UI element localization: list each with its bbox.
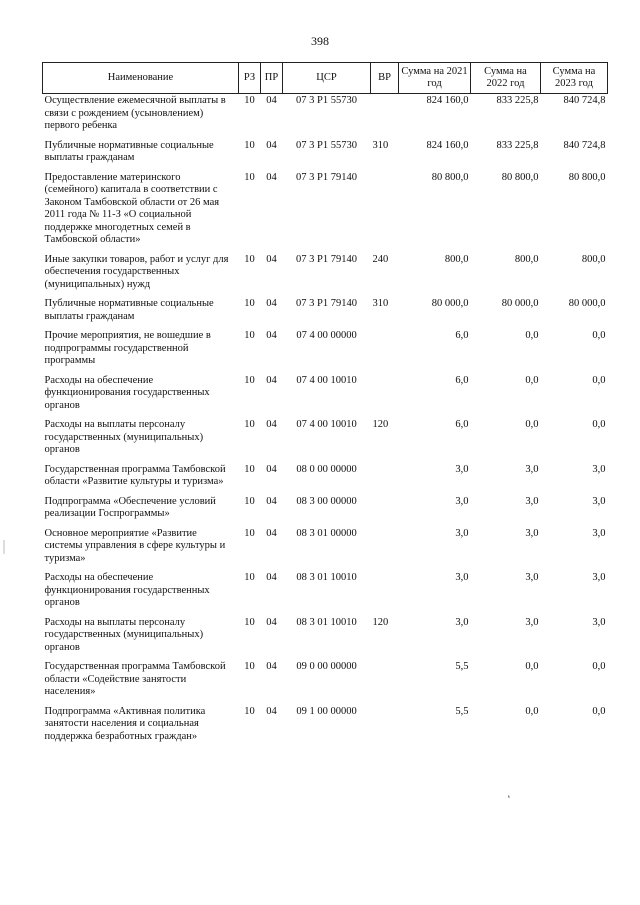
scan-artifact [3, 540, 5, 554]
cell-vr: 120 [372, 616, 389, 628]
table-row [43, 94, 608, 139]
cell-rz: 10 [244, 495, 255, 507]
cell-csr: 08 3 01 10010 [296, 572, 357, 583]
cell-sum-2022: 3,0 [525, 572, 539, 583]
cell-rz: 10 [244, 705, 255, 717]
cell-name: Расходы на выплаты персоналу государственных (муниципальных) органов [44, 419, 204, 455]
header-csr: ЦСР [283, 63, 371, 94]
cell-sum-2022: 0,0 [525, 705, 539, 717]
cell-sum-2022: 0,0 [525, 661, 539, 672]
cell-sum-2022: 3,0 [525, 616, 539, 628]
cell-sum-2021: 824 160,0 [426, 139, 469, 151]
cell-sum-2023: 0,0 [592, 661, 606, 672]
cell-pr: 04 [266, 139, 277, 151]
table-row [43, 418, 608, 463]
cell-sum-2021: 6,0 [455, 419, 469, 430]
header-pr: ПР [261, 63, 283, 94]
cell-csr: 08 3 00 00000 [296, 495, 357, 507]
cell-vr [371, 495, 399, 527]
cell-rz: 10 [244, 139, 255, 151]
cell-pr: 04 [266, 330, 277, 341]
cell-pr: 04 [266, 298, 277, 309]
cell-sum-2022: 80 800,0 [501, 171, 539, 183]
cell-name: Расходы на выплаты персоналу государственных (муниципальных) органов [44, 616, 204, 653]
header-sum-2023: Сумма на 2023 год [541, 63, 608, 94]
cell-sum-2022: 3,0 [525, 495, 539, 507]
cell-sum-2023: 3,0 [592, 527, 606, 539]
cell-name: Расходы на обеспечение функционирования государственных органов [44, 572, 210, 608]
cell-sum-2021: 800,0 [444, 253, 469, 265]
cell-pr: 04 [266, 705, 277, 717]
cell-csr: 07 3 P1 55730 [296, 95, 357, 106]
header-rz: РЗ [239, 63, 261, 94]
cell-sum-2023: 0,0 [592, 705, 606, 717]
cell-rz: 10 [244, 572, 255, 583]
cell-csr: 09 0 00 00000 [296, 661, 357, 672]
cell-pr: 04 [266, 374, 277, 386]
cell-sum-2023: 80 000,0 [568, 298, 606, 309]
cell-sum-2021: 6,0 [455, 374, 469, 386]
cell-rz: 10 [244, 419, 255, 430]
cell-sum-2021: 824 160,0 [426, 95, 469, 106]
header-name: Наименование [43, 63, 239, 94]
cell-csr: 07 4 00 10010 [296, 374, 357, 386]
cell-sum-2022: 3,0 [525, 527, 539, 539]
header-sum-2021: Сумма на 2021 год [399, 63, 471, 94]
header-sum-2022: Сумма на 2022 год [471, 63, 541, 94]
header-vr: ВР [371, 63, 399, 94]
budget-table [42, 62, 608, 749]
cell-sum-2023: 80 800,0 [568, 171, 606, 183]
table-row [43, 463, 608, 495]
cell-pr: 04 [266, 616, 277, 628]
cell-sum-2022: 833 225,8 [496, 95, 539, 106]
cell-rz: 10 [244, 253, 255, 265]
cell-sum-2022: 0,0 [525, 330, 539, 341]
cell-rz: 10 [244, 298, 255, 309]
cell-pr: 04 [266, 495, 277, 507]
cell-rz: 10 [244, 330, 255, 341]
cell-rz: 10 [244, 463, 255, 475]
table-row [43, 171, 608, 253]
cell-sum-2021: 3,0 [455, 495, 469, 507]
cell-csr: 07 3 P1 79140 [296, 298, 357, 309]
table-row [43, 139, 608, 171]
cell-rz: 10 [244, 661, 255, 672]
cell-csr: 08 3 01 00000 [296, 527, 357, 539]
table-row [43, 253, 608, 298]
cell-rz: 10 [244, 374, 255, 386]
cell-sum-2023: 3,0 [592, 616, 606, 628]
cell-vr [371, 571, 399, 616]
cell-name: Осуществление ежемесячной выплаты в связи с рождением (усыновлением) первого ребенка [44, 95, 226, 131]
table-row [43, 495, 608, 527]
cell-sum-2021: 6,0 [455, 330, 469, 341]
cell-pr: 04 [266, 171, 277, 183]
cell-vr [371, 660, 399, 705]
cell-sum-2022: 833 225,8 [496, 139, 539, 151]
cell-vr [371, 705, 399, 750]
table-row [43, 297, 608, 329]
cell-vr [371, 527, 399, 572]
cell-rz: 10 [244, 171, 255, 183]
cell-vr: 310 [372, 298, 389, 309]
cell-sum-2021: 3,0 [455, 463, 469, 475]
cell-csr: 08 3 01 10010 [296, 616, 357, 628]
cell-name: Публичные нормативные социальные выплаты гражданам [44, 139, 214, 163]
cell-name: Иные закупки товаров, работ и услуг для обеспечения государственных (муниципальных) нужд [44, 253, 229, 290]
table-row [43, 616, 608, 661]
cell-sum-2022: 0,0 [525, 374, 539, 386]
cell-pr: 04 [266, 661, 277, 672]
cell-pr: 04 [266, 527, 277, 539]
cell-sum-2023: 800,0 [581, 253, 606, 265]
table-row [43, 527, 608, 572]
cell-vr [371, 374, 399, 419]
cell-sum-2022: 3,0 [525, 463, 539, 475]
cell-vr: 310 [372, 139, 389, 151]
cell-sum-2021: 5,5 [455, 705, 469, 717]
cell-csr: 07 3 P1 79140 [296, 171, 357, 183]
cell-rz: 10 [244, 616, 255, 628]
cell-csr: 07 4 00 10010 [296, 419, 357, 430]
cell-name: Подпрограмма «Обеспечение условий реализации Госпрограммы» [44, 495, 216, 519]
cell-pr: 04 [266, 463, 277, 475]
cell-sum-2021: 3,0 [455, 616, 469, 628]
table-header-row [43, 63, 608, 94]
cell-pr: 04 [266, 419, 277, 430]
cell-sum-2023: 3,0 [592, 495, 606, 507]
table-row [43, 374, 608, 419]
cell-name: Расходы на обеспечение функционирования государственных органов [44, 374, 210, 411]
cell-csr: 07 3 P1 55730 [296, 139, 357, 151]
cell-rz: 10 [244, 527, 255, 539]
cell-sum-2021: 80 000,0 [431, 298, 469, 309]
cell-sum-2022: 800,0 [514, 253, 539, 265]
cell-sum-2021: 3,0 [455, 527, 469, 539]
cell-name: Публичные нормативные социальные выплаты гражданам [44, 298, 214, 322]
cell-sum-2023: 840 724,8 [563, 95, 606, 106]
cell-vr [371, 329, 399, 374]
cell-csr: 09 1 00 00000 [296, 705, 357, 717]
margin-tick-mark: ‘ [506, 792, 514, 806]
cell-rz: 10 [244, 95, 255, 106]
cell-name: Государственная программа Тамбовской области «Развитие культуры и туризма» [44, 463, 226, 487]
cell-pr: 04 [266, 253, 277, 265]
cell-sum-2021: 80 800,0 [431, 171, 469, 183]
cell-vr [371, 94, 399, 139]
cell-sum-2023: 3,0 [592, 572, 606, 583]
cell-sum-2023: 840 724,8 [563, 139, 606, 151]
cell-sum-2023: 0,0 [592, 330, 606, 341]
cell-sum-2021: 5,5 [455, 661, 469, 672]
table-row [43, 571, 608, 616]
cell-csr: 07 4 00 00000 [296, 330, 357, 341]
cell-name: Подпрограмма «Активная политика занятости населения и социальная поддержка безработных граждан» [44, 705, 206, 742]
cell-name: Предоставление материнского (семейного) капитала в соответствии с Законом Тамбовской области от 26 мая 2011 года № 11-З «О социальной поддержке многодетных семей в Тамбовской области» [44, 171, 220, 245]
cell-sum-2021: 3,0 [455, 572, 469, 583]
cell-pr: 04 [266, 95, 277, 106]
table-row [43, 329, 608, 374]
cell-sum-2023: 0,0 [592, 374, 606, 386]
cell-vr: 240 [372, 253, 389, 265]
cell-vr [371, 463, 399, 495]
cell-vr: 120 [372, 419, 389, 430]
cell-name: Прочие мероприятия, не вошедшие в подпрограммы государственной программы [44, 330, 211, 366]
cell-pr: 04 [266, 572, 277, 583]
cell-name: Основное мероприятие «Развитие системы управления в сфере культуры и туризма» [44, 527, 226, 564]
table-row [43, 660, 608, 705]
cell-sum-2022: 0,0 [525, 419, 539, 430]
cell-csr: 08 0 00 00000 [296, 463, 357, 475]
table-row [43, 705, 608, 750]
cell-csr: 07 3 P1 79140 [296, 253, 357, 265]
cell-vr [371, 171, 399, 253]
cell-sum-2023: 3,0 [592, 463, 606, 475]
table-body [43, 94, 608, 750]
cell-sum-2022: 80 000,0 [501, 298, 539, 309]
page-number: 398 [311, 34, 329, 48]
cell-name: Государственная программа Тамбовской области «Содействие занятости населения» [44, 661, 226, 697]
cell-sum-2023: 0,0 [592, 419, 606, 430]
